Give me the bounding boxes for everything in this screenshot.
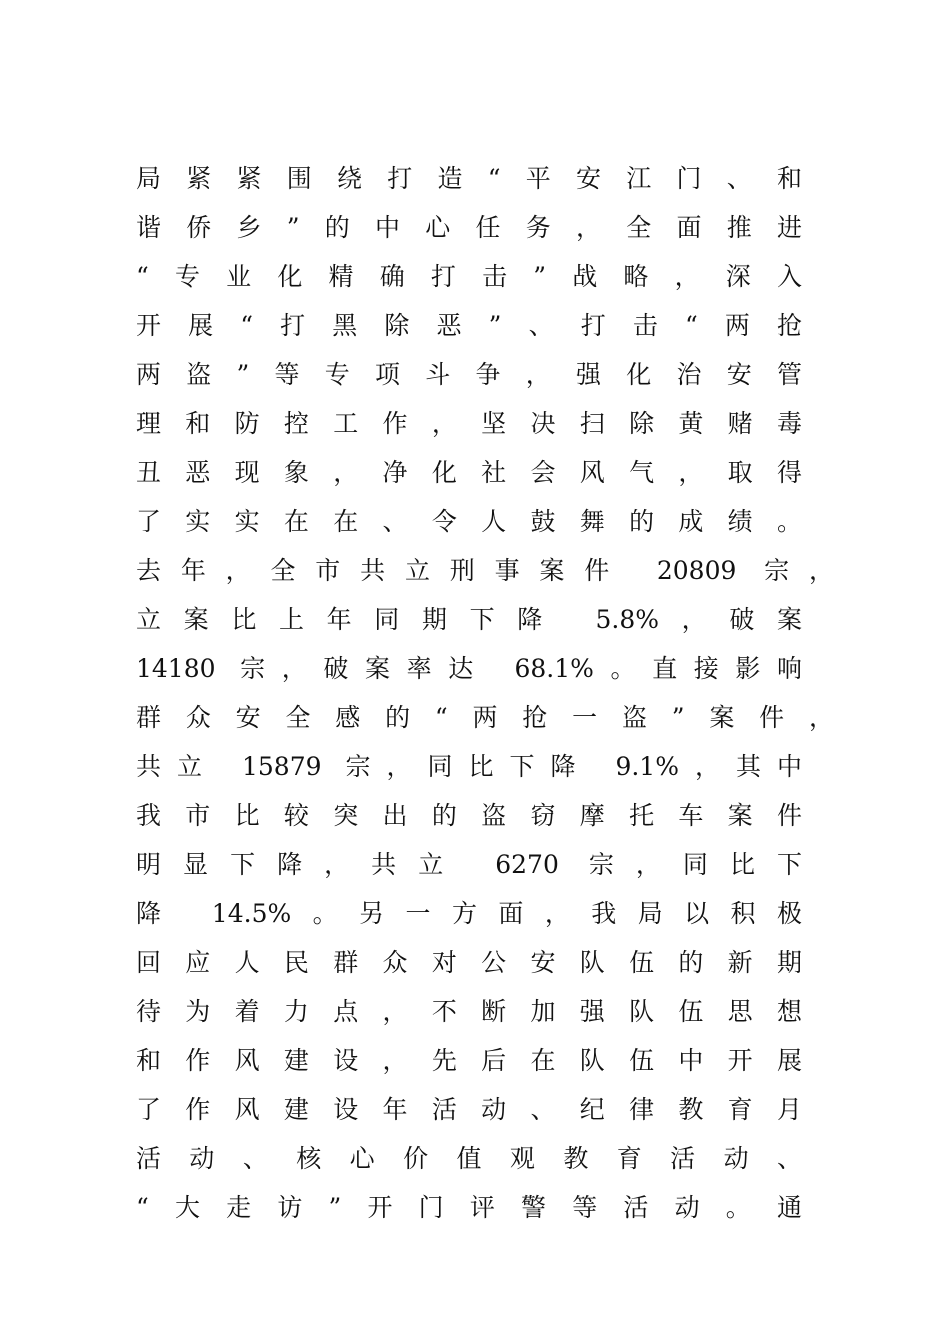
text-line-15: 明显下降，共立 6270 宗，同比下 <box>136 850 802 879</box>
text-line-16: 降 14.5%。另一方面，我局以积极 <box>136 899 802 928</box>
text-line-2: 谐侨乡”的中心任务，全面推进 <box>136 213 802 242</box>
text-line-21: 活动、核心价值观教育活动、 <box>136 1144 802 1173</box>
text-line-9: 去年，全市共立刑事案件 20809 宗， <box>136 556 834 585</box>
text-line-1: 局紧紧围绕打造“平安江门、和 <box>136 164 802 193</box>
text-line-3: “专业化精确打击”战略，深入 <box>136 262 802 291</box>
text-line-13: 共立 15879 宗，同比下降 9.1%，其中 <box>136 752 802 781</box>
text-line-19: 和作风建设，先后在队伍中开展 <box>136 1046 802 1075</box>
text-line-14: 我市比较突出的盗窃摩托车案件 <box>136 801 802 830</box>
text-line-20: 了作风建设年活动、纪律教育月 <box>136 1095 802 1124</box>
text-line-17: 回应人民群众对公安队伍的新期 <box>136 948 802 977</box>
body-paragraph <box>136 154 836 1232</box>
text-line-6: 理和防控工作，坚决扫除黄赌毒 <box>136 409 802 438</box>
text-line-11: 14180 宗，破案率达 68.1%。直接影响 <box>136 654 802 683</box>
text-line-7: 丑恶现象，净化社会风气，取得 <box>136 458 802 487</box>
text-line-4: 开展“打黑除恶”、打击“两抢 <box>136 311 802 340</box>
text-line-18: 待为着力点，不断加强队伍思想 <box>136 997 802 1026</box>
text-line-8: 了实实在在、令人鼓舞的成绩。 <box>136 507 802 536</box>
text-line-10: 立案比上年同期下降 5.8%，破案 <box>136 605 802 634</box>
text-line-22: “大走访”开门评警等活动。通 <box>136 1193 802 1222</box>
text-line-5: 两盗”等专项斗争，强化治安管 <box>136 360 802 389</box>
text-line-12: 群众安全感的“两抢一盗”案件， <box>136 703 834 732</box>
